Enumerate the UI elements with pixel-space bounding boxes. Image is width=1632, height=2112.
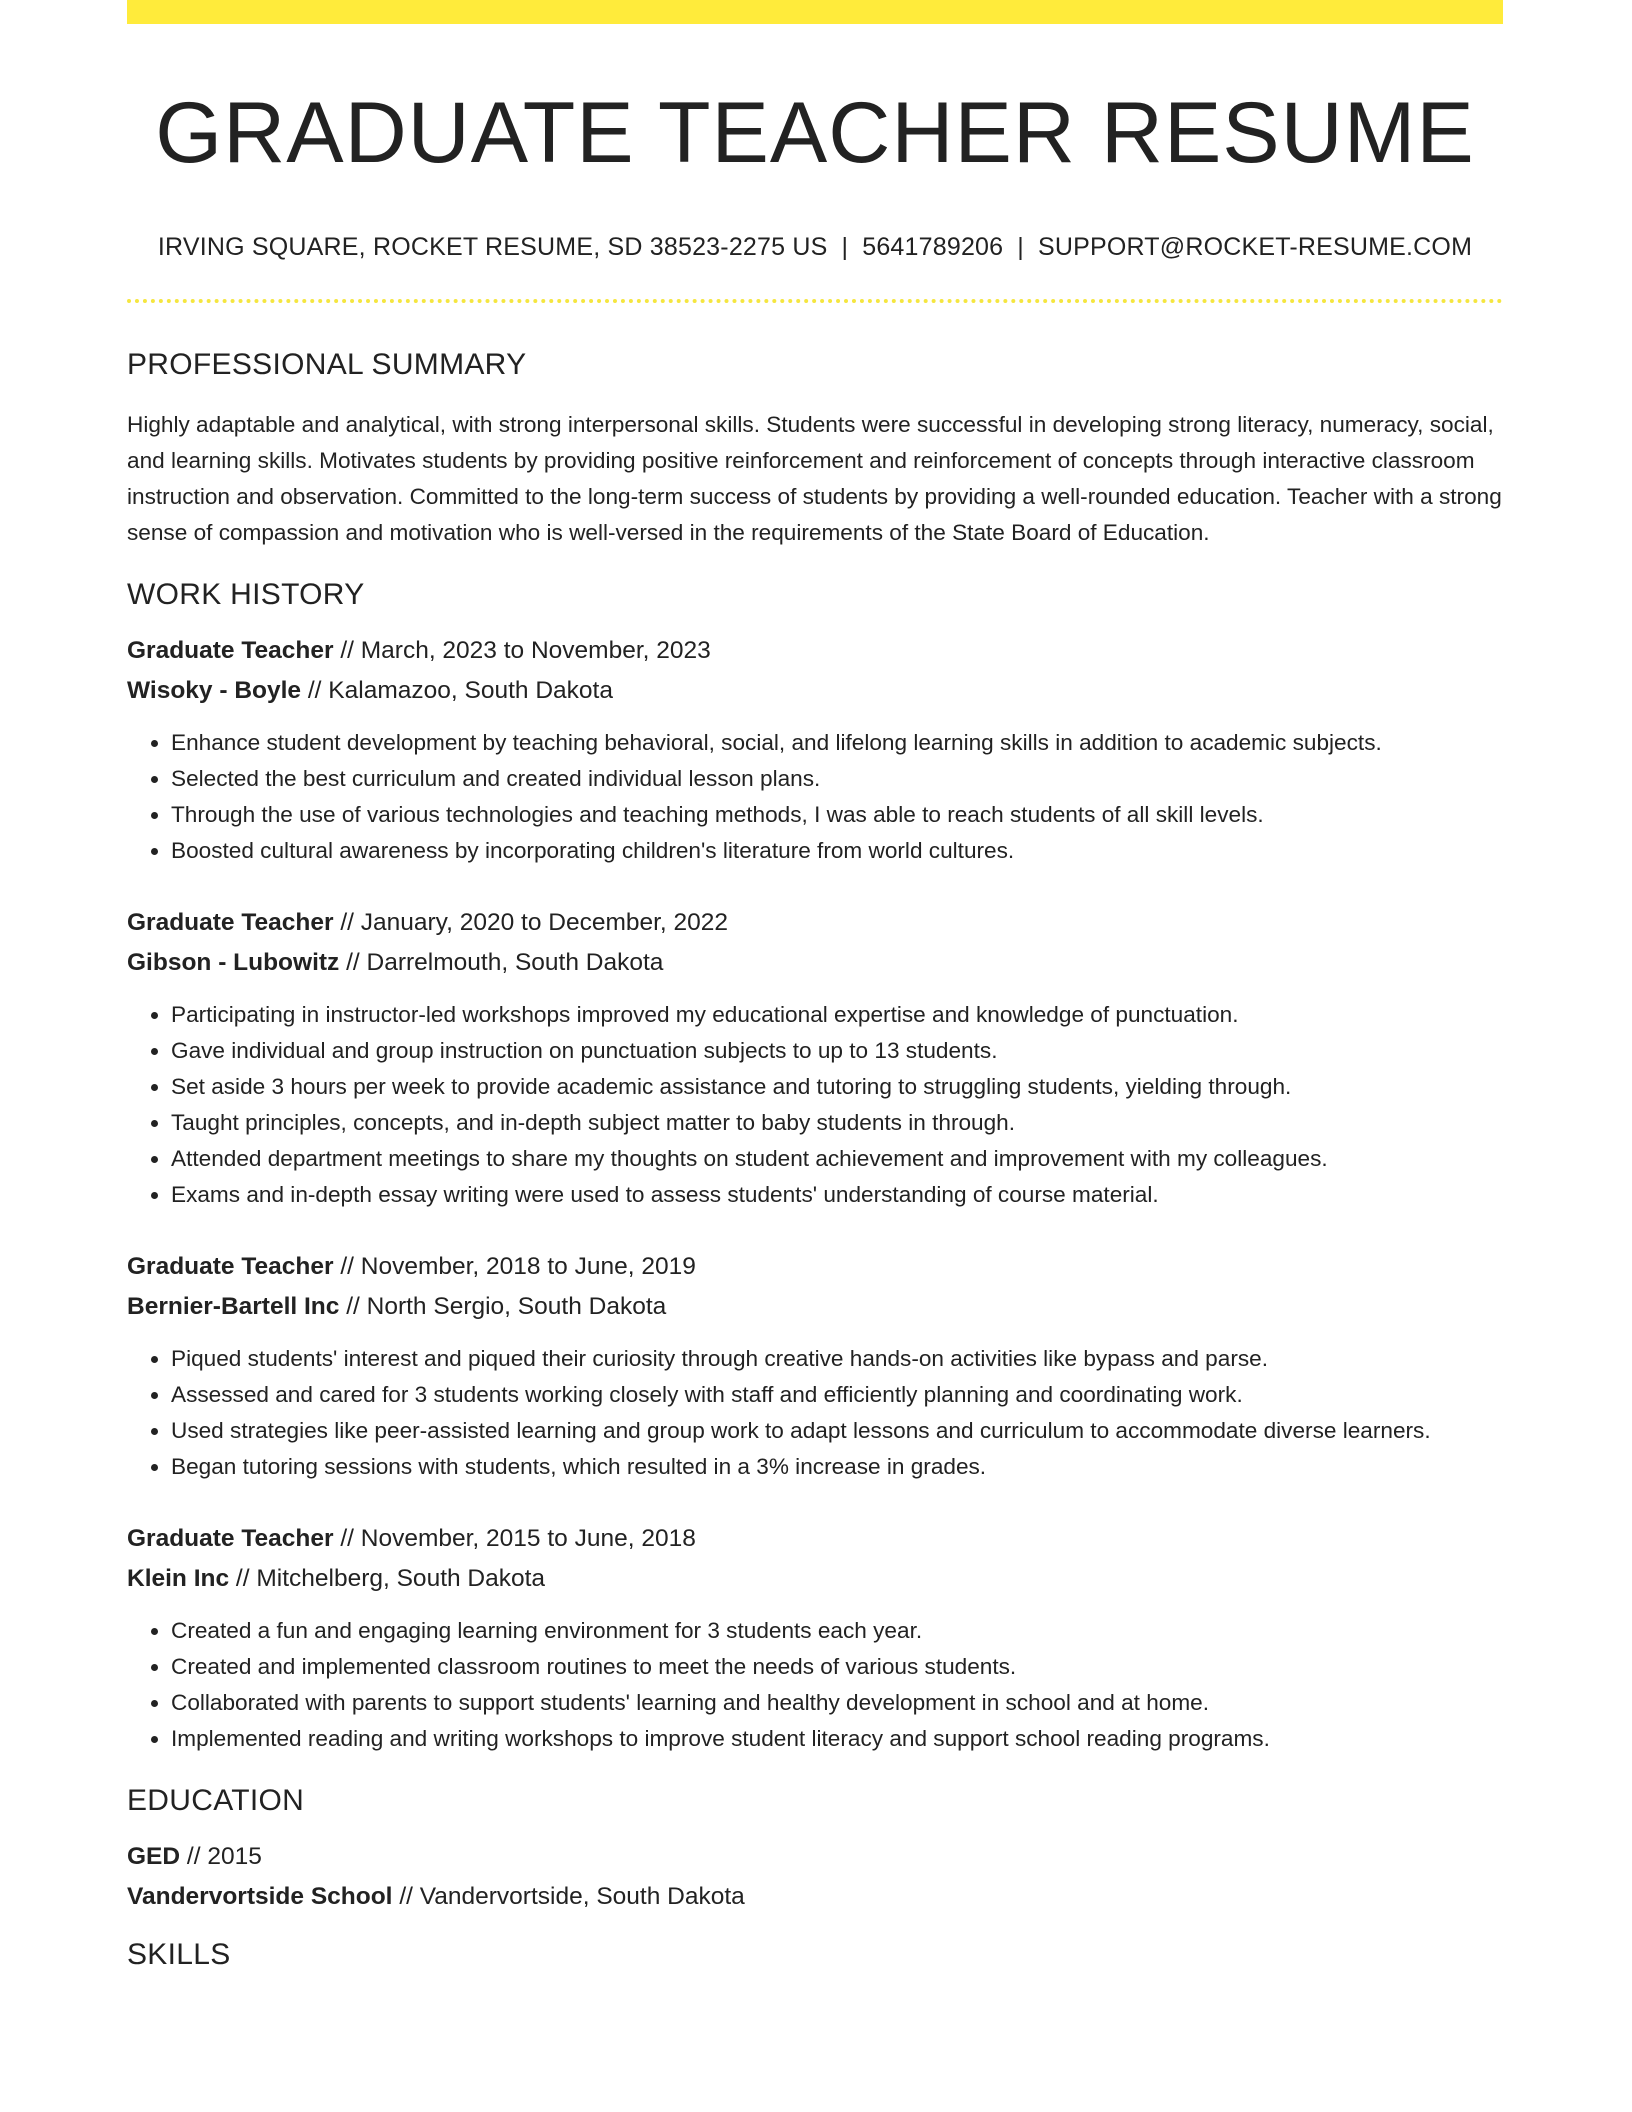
summary-text: Highly adaptable and analytical, with strong interpersonal skills. Students were successful in developing strong literacy, numeracy, social, and learning skills. Motivates students by providing positive reinforcement and reinforcement of concepts through interactive classroom instruction and observation. Committed to the long-term success of students by providing a well-rounded education. Teacher with a strong sense of compassion and motivation who is well-versed in the requirements of the State Board of Education. [127,412,1502,546]
job-bullet: • Participating in instructor-led workshops improved my educational expertise and knowledge of punctuation. [171,997,1503,1033]
job-bullet: • Boosted cultural awareness by incorporating children's literature from world cultures. [171,833,1503,869]
job-employer: Klein Inc [127,1565,230,1593]
contact-email: SUPPORT@ROCKET-RESUME.COM [1037,233,1473,262]
job-bullet: • Collaborated with parents to support students' learning and healthy development in school and at home. [171,1685,1503,1721]
summary-heading: PROFESSIONAL SUMMARY [127,348,527,382]
job-title: Graduate Teacher [127,909,334,937]
job-bullet: • Gave individual and group instruction on punctuation subjects to up to 13 students. [171,1033,1503,1069]
education-school-line [127,1877,1503,1917]
job-location: // Kalamazoo, South Dakota [307,677,613,705]
education-heading: EDUCATION [127,1784,305,1818]
job-bullets [127,725,1503,869]
contact-phone: 5641789206 [862,233,1004,262]
job-bullet: • Created a fun and engaging learning environment for 3 students each year. [171,1613,1503,1649]
job-entry [127,631,1503,869]
job-title-line [127,1247,1503,1287]
job-title: Graduate Teacher [127,637,334,665]
job-bullet: • Enhance student development by teaching behavioral, social, and lifelong learning skills in addition to academic subjects. [171,725,1503,761]
contact-line [127,233,1503,262]
job-employer: Wisoky - Boyle [127,677,302,705]
skills-heading: SKILLS [127,1938,231,1972]
job-title: Graduate Teacher [127,1253,334,1281]
job-title-line [127,903,1503,943]
job-bullets [127,997,1503,1213]
education-degree: GED [127,1843,181,1871]
job-dates: // March, 2023 to November, 2023 [340,637,711,665]
education-entry [127,1837,1503,1917]
job-bullet: • Attended department meetings to share my thoughts on student achievement and improvement with my colleagues. [171,1141,1503,1177]
job-bullet: • Through the use of various technologies and teaching methods, I was able to reach students of all skill levels. [171,797,1503,833]
job-bullet: • Used strategies like peer-assisted learning and group work to adapt lessons and curriculum to accommodate diverse learners. [171,1413,1503,1449]
job-bullet: • Implemented reading and writing workshops to improve student literacy and support school reading programs. [171,1721,1503,1757]
job-dates: // November, 2015 to June, 2018 [340,1525,696,1553]
education-year: // 2015 [186,1843,262,1871]
job-employer: Gibson - Lubowitz [127,949,340,977]
job-title-line [127,1519,1503,1559]
job-bullet: • Selected the best curriculum and created individual lesson plans. [171,761,1503,797]
job-employer-line [127,1287,1503,1327]
accent-top-bar [127,0,1503,24]
contact-separator: | [1017,233,1024,262]
job-location: // Darrelmouth, South Dakota [346,949,664,977]
job-bullet: • Set aside 3 hours per week to provide academic assistance and tutoring to struggling students, yielding through. [171,1069,1503,1105]
job-dates: // January, 2020 to December, 2022 [340,909,729,937]
resume-page [127,0,1503,1973]
education-degree-line [127,1837,1503,1877]
job-location: // North Sergio, South Dakota [346,1293,667,1321]
job-employer-line [127,1559,1503,1599]
job-bullet: • Exams and in-depth essay writing were used to assess students' understanding of course material. [171,1177,1503,1213]
dotted-divider [127,299,1503,303]
job-bullets [127,1341,1503,1485]
job-title: Graduate Teacher [127,1525,334,1553]
job-entry [127,1519,1503,1757]
job-employer-line [127,671,1503,711]
work-history-heading: WORK HISTORY [127,578,365,612]
job-title-line [127,631,1503,671]
job-entry [127,903,1503,1213]
job-location: // Mitchelberg, South Dakota [235,1565,546,1593]
education-location: // Vandervortside, South Dakota [399,1883,745,1911]
job-employer: Bernier-Bartell Inc [127,1293,340,1321]
job-bullets [127,1613,1503,1757]
job-bullet: • Piqued students' interest and piqued their curiosity through creative hands-on activities like bypass and parse. [171,1341,1503,1377]
job-bullet: • Assessed and cared for 3 students working closely with staff and efficiently planning and coordinating work. [171,1377,1503,1413]
contact-separator: | [841,233,849,262]
job-bullet: • Began tutoring sessions with students, which resulted in a 3% increase in grades. [171,1449,1503,1485]
resume-title: GRADUATE TEACHER RESUME [155,85,1475,181]
education-school: Vandervortside School [127,1883,393,1911]
job-entry [127,1247,1503,1485]
job-bullet: • Created and implemented classroom routines to meet the needs of various students. [171,1649,1503,1685]
job-dates: // November, 2018 to June, 2019 [340,1253,696,1281]
work-history-list [127,631,1503,1757]
contact-address: IRVING SQUARE, ROCKET RESUME, SD 38523-2275 US [157,233,828,262]
job-employer-line [127,943,1503,983]
job-bullet: • Taught principles, concepts, and in-depth subject matter to baby students in through. [171,1105,1503,1141]
